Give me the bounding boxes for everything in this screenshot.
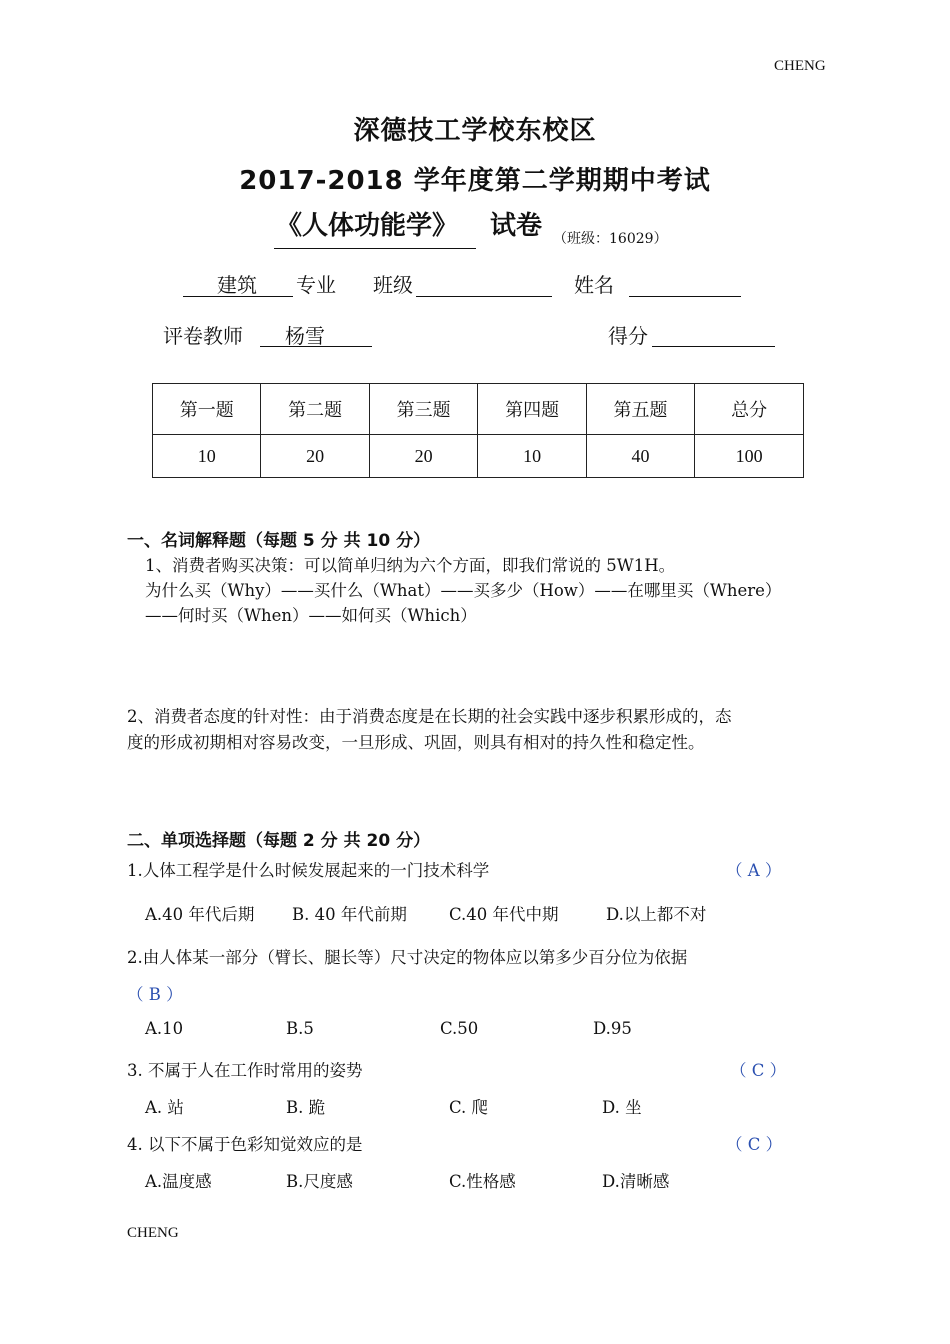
- section1-q1-line3: ——何时买（When）——如何买（Which）: [145, 606, 477, 625]
- option-c: C.性格感: [449, 1172, 516, 1191]
- option-c: C.40 年代中期: [449, 905, 559, 924]
- option-d: D.清晰感: [602, 1172, 670, 1191]
- answer-mark: （ B ）: [127, 985, 183, 1004]
- course-underline: [274, 248, 476, 249]
- major-label: 专业: [296, 273, 336, 297]
- course-title: 《人体功能学》: [276, 211, 459, 241]
- grader-underline: [260, 346, 372, 347]
- option-a: A.10: [145, 1019, 184, 1038]
- option-c: C.50: [440, 1019, 479, 1038]
- table-header-cell: 第五题: [586, 384, 694, 435]
- option-d: D.95: [593, 1019, 632, 1038]
- exam-title: 2017-2018 学年度第二学期期中考试: [239, 166, 711, 196]
- option-d: D. 坐: [602, 1098, 642, 1117]
- question-stem: 4. 以下不属于色彩知觉效应的是: [127, 1135, 363, 1154]
- question-stem: 1.人体工程学是什么时候发展起来的一门技术科学: [127, 861, 490, 880]
- score-label: 得分: [608, 324, 648, 348]
- paper-label: 试卷: [490, 211, 543, 241]
- table-cell: 100: [695, 435, 804, 478]
- footer-text: CHENG: [127, 1225, 179, 1241]
- question-stem: 2.由人体某一部分（臂长、腿长等）尺寸决定的物体应以第多少百分位为依据: [127, 948, 688, 967]
- option-b: B.5: [286, 1019, 314, 1038]
- score-table-value-row: [153, 435, 804, 478]
- section1-heading: 一、名词解释题（每题 5 分 共 10 分）: [127, 531, 431, 551]
- option-b: B.尺度感: [286, 1172, 353, 1191]
- option-c: C. 爬: [449, 1098, 489, 1117]
- option-b: B. 40 年代前期: [292, 905, 407, 924]
- score-table-header-row: [153, 384, 804, 435]
- table-cell: 20: [369, 435, 477, 478]
- score-table: [152, 383, 804, 478]
- answer-mark: （ C ）: [730, 1061, 787, 1080]
- name-label: 姓名: [574, 273, 614, 297]
- table-header-cell: 第四题: [478, 384, 586, 435]
- table-cell: 10: [153, 435, 261, 478]
- grader-label: 评卷教师: [163, 324, 243, 348]
- major-value: 建筑: [217, 273, 257, 297]
- table-header-cell: 第三题: [369, 384, 477, 435]
- class-label: 班级: [373, 273, 413, 297]
- question-stem: 3. 不属于人在工作时常用的姿势: [127, 1061, 363, 1080]
- option-d: D.以上都不对: [606, 905, 707, 924]
- class-note: （班级：16029）: [553, 231, 668, 247]
- option-a: A.40 年代后期: [145, 905, 255, 924]
- section1-q1-line1: 1、消费者购买决策：可以简单归纳为六个方面，即我们常说的 5W1H。: [145, 556, 676, 575]
- option-b: B. 跪: [286, 1098, 326, 1117]
- major-underline: [183, 296, 293, 297]
- class-field[interactable]: [416, 296, 552, 297]
- answer-mark: （ A ）: [726, 861, 782, 880]
- section1-q1-line2: 为什么买（Why）——买什么（What）——买多少（How）——在哪里买（Where）: [145, 581, 782, 600]
- school-title: 深德技工学校东校区: [353, 116, 597, 146]
- option-a: A. 站: [145, 1098, 184, 1117]
- section1-q2-line1: 2、消费者态度的针对性：由于消费态度是在长期的社会实践中逐步积累形成的，态: [127, 707, 732, 726]
- name-field[interactable]: [629, 296, 741, 297]
- table-cell: 20: [261, 435, 369, 478]
- header-text: CHENG: [774, 58, 826, 74]
- section1-q2-line2: 度的形成初期相对容易改变，一旦形成、巩固，则具有相对的持久性和稳定性。: [127, 733, 705, 752]
- score-field[interactable]: [652, 346, 775, 347]
- option-a: A.温度感: [145, 1172, 212, 1191]
- table-header-cell: 第二题: [261, 384, 369, 435]
- table-cell: 10: [478, 435, 586, 478]
- table-header-cell: 总分: [695, 384, 804, 435]
- section2-heading: 二、单项选择题（每题 2 分 共 20 分）: [127, 831, 431, 851]
- answer-mark: （ C ）: [726, 1135, 783, 1154]
- table-cell: 40: [586, 435, 694, 478]
- grader-value: 杨雪: [285, 324, 325, 348]
- table-header-cell: 第一题: [153, 384, 261, 435]
